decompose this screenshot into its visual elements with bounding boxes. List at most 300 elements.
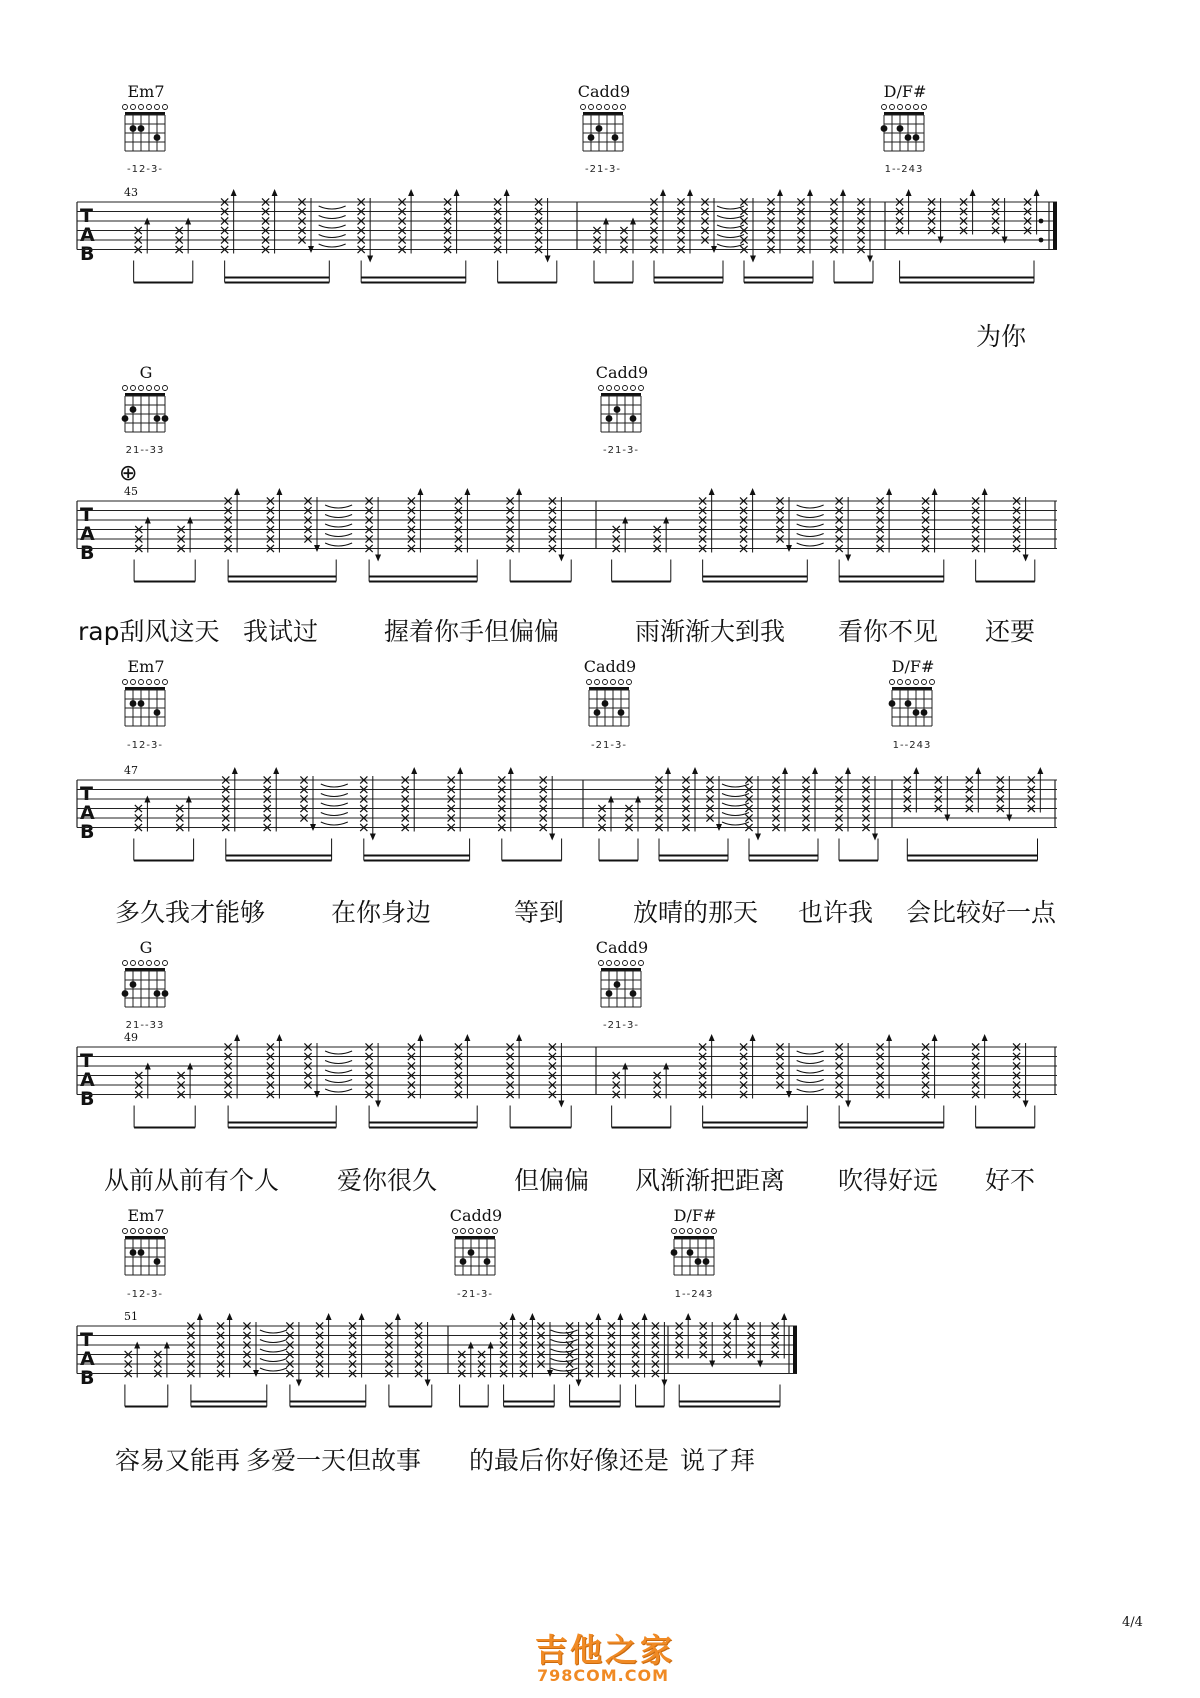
open-string-marker — [155, 386, 160, 391]
strum-up-arrow — [781, 1313, 787, 1320]
chord-dot — [130, 125, 137, 132]
chord-fingering: 21--33 — [125, 445, 165, 456]
tie-arc — [717, 235, 744, 238]
strum-up-arrow — [516, 1034, 522, 1041]
tie-arc — [319, 244, 346, 247]
chord-dot — [614, 981, 621, 988]
strum-up-arrow — [807, 189, 813, 196]
open-string-marker — [914, 680, 919, 685]
strum-up-arrow — [906, 189, 912, 196]
open-string-marker — [627, 680, 632, 685]
chord-dot — [122, 990, 129, 997]
open-string-marker — [461, 1229, 466, 1234]
open-string-marker — [163, 105, 168, 110]
footer-logo: 吉他之家 — [535, 1631, 676, 1669]
chord-name: Cadd9 — [449, 1206, 503, 1225]
open-string-marker — [623, 386, 628, 391]
strum-up-arrow — [454, 189, 460, 196]
tab-letter-t: T — [80, 783, 93, 805]
open-string-marker — [469, 1229, 474, 1234]
chord-name: D/F# — [673, 1206, 717, 1225]
chord-name: Cadd9 — [595, 938, 649, 957]
open-string-marker — [680, 1229, 685, 1234]
strum-up-arrow — [464, 488, 470, 495]
open-string-marker — [587, 680, 592, 685]
chord-dot — [889, 700, 896, 707]
strum-up-arrow — [411, 767, 417, 774]
tie-arc — [551, 1359, 578, 1362]
tie-arc — [797, 534, 824, 537]
strum-up-arrow — [359, 1313, 365, 1320]
strum-up-arrow — [395, 1313, 401, 1320]
strum-up-arrow — [408, 189, 414, 196]
open-string-marker — [147, 1229, 152, 1234]
lyric-line: 从前从前有个人 — [104, 1166, 280, 1195]
chord-dot — [122, 415, 129, 422]
tie-arc — [325, 1080, 352, 1083]
measure-number: 45 — [124, 485, 138, 498]
open-string-marker — [595, 680, 600, 685]
chord-dot — [921, 709, 928, 716]
chord-name: Cadd9 — [583, 657, 637, 676]
strum-up-arrow — [750, 1034, 756, 1041]
lyric-line: 风渐渐把距离 — [635, 1166, 786, 1195]
tie-arc — [325, 515, 352, 518]
chord-dot — [588, 134, 595, 141]
strum-down-arrow — [1023, 555, 1029, 562]
chord-name: Em7 — [127, 1206, 165, 1225]
strum-up-arrow — [326, 1313, 332, 1320]
chord-dot — [606, 990, 613, 997]
open-string-marker — [631, 961, 636, 966]
strum-up-arrow — [197, 1313, 203, 1320]
chord-dot — [630, 415, 637, 422]
open-string-marker — [623, 961, 628, 966]
chord-dot — [130, 700, 137, 707]
lyric-line: 多爱一天但故事 — [246, 1446, 422, 1475]
open-string-marker — [485, 1229, 490, 1234]
tie-arc — [797, 505, 824, 508]
chord-fingering: 1--243 — [884, 164, 924, 175]
tie-arc — [325, 543, 352, 546]
strum-down-arrow — [558, 1101, 564, 1108]
open-string-marker — [621, 105, 626, 110]
strum-up-arrow — [617, 1313, 623, 1320]
tie-arc — [325, 1070, 352, 1073]
chord-dot — [484, 1258, 491, 1265]
strum-up-arrow — [982, 1034, 988, 1041]
lyric-line: 为你 — [976, 322, 1027, 351]
strum-up-arrow — [687, 189, 693, 196]
open-string-marker — [704, 1229, 709, 1234]
strum-up-arrow — [529, 1313, 535, 1320]
chord-name: G — [139, 938, 153, 957]
open-string-marker — [123, 961, 128, 966]
tie-arc — [722, 784, 749, 787]
strum-up-arrow — [777, 189, 783, 196]
tie-arc — [722, 822, 749, 825]
chord-dot — [897, 125, 904, 132]
strum-up-arrow — [417, 488, 423, 495]
tie-arc — [325, 524, 352, 527]
chord-dot — [154, 415, 161, 422]
open-string-marker — [163, 386, 168, 391]
chord-dot — [138, 1249, 145, 1256]
tie-arc — [260, 1368, 287, 1371]
open-string-marker — [123, 1229, 128, 1234]
lyric-line: 握着你手但偏偏 — [384, 617, 560, 646]
strum-up-arrow — [1034, 189, 1040, 196]
strum-up-arrow — [272, 189, 278, 196]
open-string-marker — [930, 680, 935, 685]
lyric-line: 看你不见 — [838, 617, 939, 646]
chord-dot — [468, 1249, 475, 1256]
chord-dot — [162, 990, 169, 997]
open-string-marker — [890, 680, 895, 685]
tab-letter-b: B — [80, 542, 95, 564]
open-string-marker — [607, 961, 612, 966]
open-string-marker — [914, 105, 919, 110]
open-string-marker — [131, 105, 136, 110]
tie-arc — [260, 1349, 287, 1352]
open-string-marker — [139, 1229, 144, 1234]
lyric-line: 在你身边 — [331, 898, 432, 927]
open-string-marker — [123, 105, 128, 110]
open-string-marker — [581, 105, 586, 110]
tie-arc — [551, 1349, 578, 1352]
open-string-marker — [131, 1229, 136, 1234]
measure-number: 43 — [124, 186, 138, 199]
strum-up-arrow — [970, 189, 976, 196]
tie-arc — [325, 1061, 352, 1064]
open-string-marker — [155, 680, 160, 685]
open-string-marker — [639, 386, 644, 391]
strum-up-arrow — [840, 189, 846, 196]
coda-sign: ⊕ — [119, 461, 138, 486]
tie-arc — [321, 813, 348, 816]
chord-fingering: -21-3- — [603, 1020, 639, 1031]
tie-arc — [797, 515, 824, 518]
lyric-line: 放晴的那天 — [633, 898, 759, 927]
strum-down-arrow — [1023, 1101, 1029, 1108]
chord-dot — [130, 981, 137, 988]
chord-dot — [703, 1258, 710, 1265]
tie-arc — [717, 216, 744, 219]
tie-arc — [797, 1051, 824, 1054]
chord-fingering: -12-3- — [127, 740, 163, 751]
open-string-marker — [147, 961, 152, 966]
chord-dot — [460, 1258, 467, 1265]
open-string-marker — [139, 386, 144, 391]
chord-dot — [154, 134, 161, 141]
chord-dot — [913, 709, 920, 716]
chord-dot — [130, 1249, 137, 1256]
tie-arc — [260, 1340, 287, 1343]
chord-dot — [130, 406, 137, 413]
tie-arc — [717, 206, 744, 209]
open-string-marker — [453, 1229, 458, 1234]
tab-letter-t: T — [80, 504, 93, 526]
open-string-marker — [147, 386, 152, 391]
chord-fingering: -21-3- — [585, 164, 621, 175]
chord-dot — [162, 415, 169, 422]
strum-down-arrow — [375, 1101, 381, 1108]
tie-arc — [797, 1089, 824, 1092]
open-string-marker — [906, 680, 911, 685]
strum-down-arrow — [545, 256, 551, 263]
tie-arc — [797, 524, 824, 527]
lyric-line: 我试过 — [243, 617, 319, 646]
tie-arc — [325, 1089, 352, 1092]
lyric-line: 但偏偏 — [514, 1166, 590, 1195]
open-string-marker — [615, 386, 620, 391]
strum-up-arrow — [276, 488, 282, 495]
final-barline — [793, 1326, 797, 1374]
strum-up-arrow — [685, 1313, 691, 1320]
lyric-line: 说了拜 — [680, 1446, 756, 1475]
chord-dot — [905, 134, 912, 141]
tab-letter-b: B — [80, 243, 95, 265]
chord-dot — [913, 134, 920, 141]
tie-arc — [325, 1051, 352, 1054]
open-string-marker — [672, 1229, 677, 1234]
open-string-marker — [597, 105, 602, 110]
open-string-marker — [155, 1229, 160, 1234]
strum-up-arrow — [812, 767, 818, 774]
lyric-line: 容易又能再 — [115, 1446, 241, 1475]
strum-up-arrow — [234, 1034, 240, 1041]
open-string-marker — [890, 105, 895, 110]
tie-arc — [321, 822, 348, 825]
final-barline — [1053, 202, 1057, 250]
open-string-marker — [147, 105, 152, 110]
chord-dot — [612, 134, 619, 141]
strum-up-arrow — [1037, 767, 1043, 774]
strum-down-arrow — [370, 834, 376, 841]
repeat-dot — [1039, 238, 1044, 243]
open-string-marker — [603, 680, 608, 685]
strum-up-arrow — [932, 1034, 938, 1041]
tie-arc — [319, 206, 346, 209]
open-string-marker — [155, 105, 160, 110]
strum-up-arrow — [273, 767, 279, 774]
chord-dot — [154, 1258, 161, 1265]
chord-fingering: 21--33 — [125, 1020, 165, 1031]
open-string-marker — [123, 680, 128, 685]
strum-up-arrow — [457, 767, 463, 774]
lyric-line: 会比较好一点 — [906, 898, 1057, 927]
tie-arc — [722, 813, 749, 816]
open-string-marker — [147, 680, 152, 685]
open-string-marker — [696, 1229, 701, 1234]
chord-fingering: -21-3- — [457, 1289, 493, 1300]
lyric-line: 好不 — [985, 1166, 1036, 1195]
strum-up-arrow — [886, 1034, 892, 1041]
open-string-marker — [139, 961, 144, 966]
tab-letter-a: A — [80, 1348, 95, 1370]
tab-letter-a: A — [80, 802, 95, 824]
lyric-line: 吹得好远 — [838, 1166, 939, 1195]
chord-name: Cadd9 — [595, 363, 649, 382]
open-string-marker — [599, 961, 604, 966]
open-string-marker — [882, 105, 887, 110]
open-string-marker — [139, 680, 144, 685]
tab-letter-a: A — [80, 224, 95, 246]
open-string-marker — [906, 105, 911, 110]
tie-arc — [321, 794, 348, 797]
tie-arc — [551, 1330, 578, 1333]
lyric-line: 等到 — [514, 898, 565, 927]
chord-dot — [614, 406, 621, 413]
strum-down-arrow — [576, 1380, 582, 1387]
strum-up-arrow — [886, 488, 892, 495]
tie-arc — [717, 225, 744, 228]
open-string-marker — [493, 1229, 498, 1234]
lyric-line: 雨渐渐大到我 — [635, 617, 786, 646]
open-string-marker — [712, 1229, 717, 1234]
tie-arc — [319, 225, 346, 228]
strum-up-arrow — [913, 767, 919, 774]
open-string-marker — [619, 680, 624, 685]
open-string-marker — [589, 105, 594, 110]
strum-down-arrow — [750, 256, 756, 263]
strum-up-arrow — [232, 767, 238, 774]
strum-up-arrow — [709, 1034, 715, 1041]
strum-up-arrow — [982, 488, 988, 495]
chord-dot — [138, 125, 145, 132]
tie-arc — [319, 216, 346, 219]
chord-dot — [695, 1258, 702, 1265]
open-string-marker — [123, 386, 128, 391]
tab-letter-b: B — [80, 821, 95, 843]
page-number: 4/4 — [1122, 1615, 1143, 1630]
chord-dot — [881, 125, 888, 132]
open-string-marker — [615, 961, 620, 966]
open-string-marker — [607, 386, 612, 391]
strum-up-arrow — [975, 767, 981, 774]
strum-up-arrow — [845, 767, 851, 774]
chord-dot — [138, 700, 145, 707]
strum-down-arrow — [867, 256, 873, 263]
strum-up-arrow — [595, 1313, 601, 1320]
tie-arc — [797, 1061, 824, 1064]
strum-down-arrow — [375, 555, 381, 562]
strum-up-arrow — [510, 1313, 516, 1320]
open-string-marker — [131, 961, 136, 966]
strum-down-arrow — [296, 1380, 302, 1387]
strum-down-arrow — [367, 256, 373, 263]
tie-arc — [722, 803, 749, 806]
strum-down-arrow — [872, 834, 878, 841]
strum-up-arrow — [417, 1034, 423, 1041]
chord-dot — [905, 700, 912, 707]
chord-name: Cadd9 — [577, 82, 631, 101]
strum-up-arrow — [932, 488, 938, 495]
strum-down-arrow — [845, 1101, 851, 1108]
chord-dot — [154, 709, 161, 716]
tie-arc — [260, 1330, 287, 1333]
tie-arc — [722, 794, 749, 797]
tab-letter-b: B — [80, 1088, 95, 1110]
tab-letter-t: T — [80, 205, 93, 227]
tie-arc — [319, 235, 346, 238]
tie-arc — [321, 784, 348, 787]
open-string-marker — [163, 961, 168, 966]
chord-dot — [596, 125, 603, 132]
open-string-marker — [922, 680, 927, 685]
open-string-marker — [898, 105, 903, 110]
tie-arc — [797, 1080, 824, 1083]
strum-down-arrow — [425, 1380, 431, 1387]
chord-dot — [594, 709, 601, 716]
chord-fingering: -21-3- — [603, 445, 639, 456]
chord-name: Em7 — [127, 82, 165, 101]
lyric-line: 的最后你好像还是 — [469, 1446, 670, 1475]
strum-up-arrow — [227, 1313, 233, 1320]
tab-letter-t: T — [80, 1329, 93, 1351]
strum-up-arrow — [709, 488, 715, 495]
tie-arc — [325, 534, 352, 537]
chord-fingering: 1--243 — [674, 1289, 714, 1300]
chord-fingering: -12-3- — [127, 164, 163, 175]
tab-letter-a: A — [80, 1069, 95, 1091]
lyric-line: 还要 — [985, 617, 1036, 646]
open-string-marker — [611, 680, 616, 685]
open-string-marker — [631, 386, 636, 391]
strum-up-arrow — [642, 1313, 648, 1320]
tie-arc — [260, 1359, 287, 1362]
open-string-marker — [639, 961, 644, 966]
lyric-line: rap刮风这天 — [78, 617, 220, 646]
strum-up-arrow — [750, 488, 756, 495]
strum-up-arrow — [516, 488, 522, 495]
tie-arc — [797, 543, 824, 546]
chord-name: D/F# — [883, 82, 927, 101]
strum-up-arrow — [782, 767, 788, 774]
repeat-dot — [1039, 219, 1044, 224]
open-string-marker — [163, 1229, 168, 1234]
chord-dot — [602, 700, 609, 707]
chord-dot — [154, 990, 161, 997]
strum-down-arrow — [755, 834, 761, 841]
open-string-marker — [599, 386, 604, 391]
strum-up-arrow — [464, 1034, 470, 1041]
strum-down-arrow — [845, 555, 851, 562]
tab-letter-a: A — [80, 523, 95, 545]
strum-up-arrow — [508, 767, 514, 774]
chord-name: G — [139, 363, 153, 382]
open-string-marker — [688, 1229, 693, 1234]
chord-fingering: 1--243 — [892, 740, 932, 751]
tie-arc — [717, 244, 744, 247]
measure-number: 47 — [124, 764, 138, 777]
chord-dot — [687, 1249, 694, 1256]
measure-number: 51 — [124, 1310, 138, 1323]
tab-letter-b: B — [80, 1367, 95, 1389]
chord-dot — [618, 709, 625, 716]
tie-arc — [325, 505, 352, 508]
lyric-line: 多久我才能够 — [115, 898, 266, 927]
chord-fingering: -12-3- — [127, 1289, 163, 1300]
strum-up-arrow — [231, 189, 237, 196]
tie-arc — [797, 1070, 824, 1073]
open-string-marker — [163, 680, 168, 685]
open-string-marker — [605, 105, 610, 110]
strum-up-arrow — [234, 488, 240, 495]
strum-down-arrow — [549, 834, 555, 841]
strum-up-arrow — [665, 767, 671, 774]
open-string-marker — [898, 680, 903, 685]
